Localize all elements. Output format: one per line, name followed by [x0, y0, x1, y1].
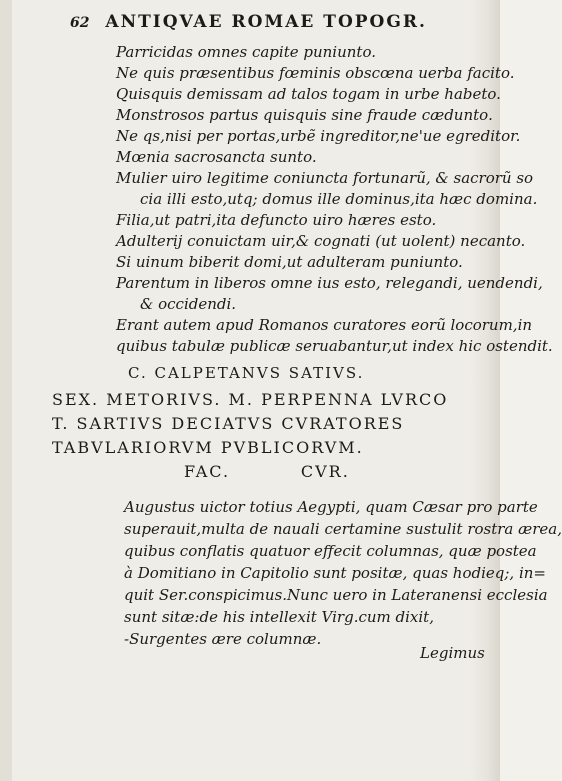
running-title: ANTIQVAE ROMAE TOPOGR. [105, 12, 427, 32]
catchword: Legimus [420, 644, 485, 662]
law-line: Mœnia sacrosancta sunto. [116, 148, 317, 166]
law-line: Filia,ut patri,ita defuncto uiro hæres esto. [116, 211, 437, 229]
law-line: Quisquis demissam ad talos togam in urbe habeto. [116, 85, 501, 103]
law-line: Monstrosos partus quisquis sine fraude cæduntо. [116, 106, 493, 124]
inscription-line: T. SARTIVS DECIATVS CVRATORES [52, 414, 405, 433]
inscription-line: C. CALPETANVS SATIVS. [128, 364, 365, 382]
law-line: Si uinum biberit domi,ut adulteram puniunto. [116, 253, 463, 271]
paragraph-line: sunt sitæ:de his intellexit Virg.cum dixit, [124, 608, 434, 626]
paragraph-line: superauit,multa de nauali certamine sustulit rostra ærea, [124, 520, 562, 538]
paragraph-line: quit Ser.conspicimus.Nunc uero in Lateranensi ecclesia [124, 586, 548, 604]
page-number: 62 [70, 15, 90, 31]
law-line: & occidendi. [140, 295, 237, 313]
paragraph-line: à Domitiano in Capitolio sunt positæ, quas hodieq;, in= [124, 564, 546, 582]
inscription-line: SEX. METORIVS. M. PERPENNA LVRCO [52, 390, 449, 409]
law-line: Adulterij conuictam uir,& cognati (ut uolent) necanto. [116, 232, 526, 250]
inscription-line: FAC. CVR. [184, 462, 350, 481]
paragraph-line: Augustus uictor totius Aegypti, quam Cæsar pro parte [124, 498, 538, 516]
paragraph-line: -Surgentes ære columnæ. [124, 630, 322, 648]
law-line: Parentum in liberos omne ius esto, relegandi, uendendi, [116, 274, 543, 292]
law-line: Ne qs,nisi per portas,urbẽ ingreditor,ne'ue egreditor. [116, 127, 521, 145]
law-line: Parricidas omnes capite puniunto. [116, 43, 376, 61]
law-line: cia illi esto,utq; domus ille dominus,ita hæc domina. [140, 190, 538, 208]
running-head [70, 12, 490, 38]
law-line: Ne quis præsentibus fœminis obscœna uerba facito. [116, 64, 515, 82]
law-line: Mulier uiro legitime coniuncta fortunarũ, & sacrorũ so [116, 169, 534, 187]
inscription-line: TABVLARIORVM PVBLICORVM. [52, 438, 364, 457]
law-line: Erant autem apud Romanos curatores eorũ locorum,in [116, 316, 533, 334]
law-line: quibus tabulæ publicæ seruabantur,ut index hic ostendit. [116, 337, 553, 355]
paragraph-line: quibus conflatis quatuor effecit columnas, quæ postea [124, 542, 537, 560]
